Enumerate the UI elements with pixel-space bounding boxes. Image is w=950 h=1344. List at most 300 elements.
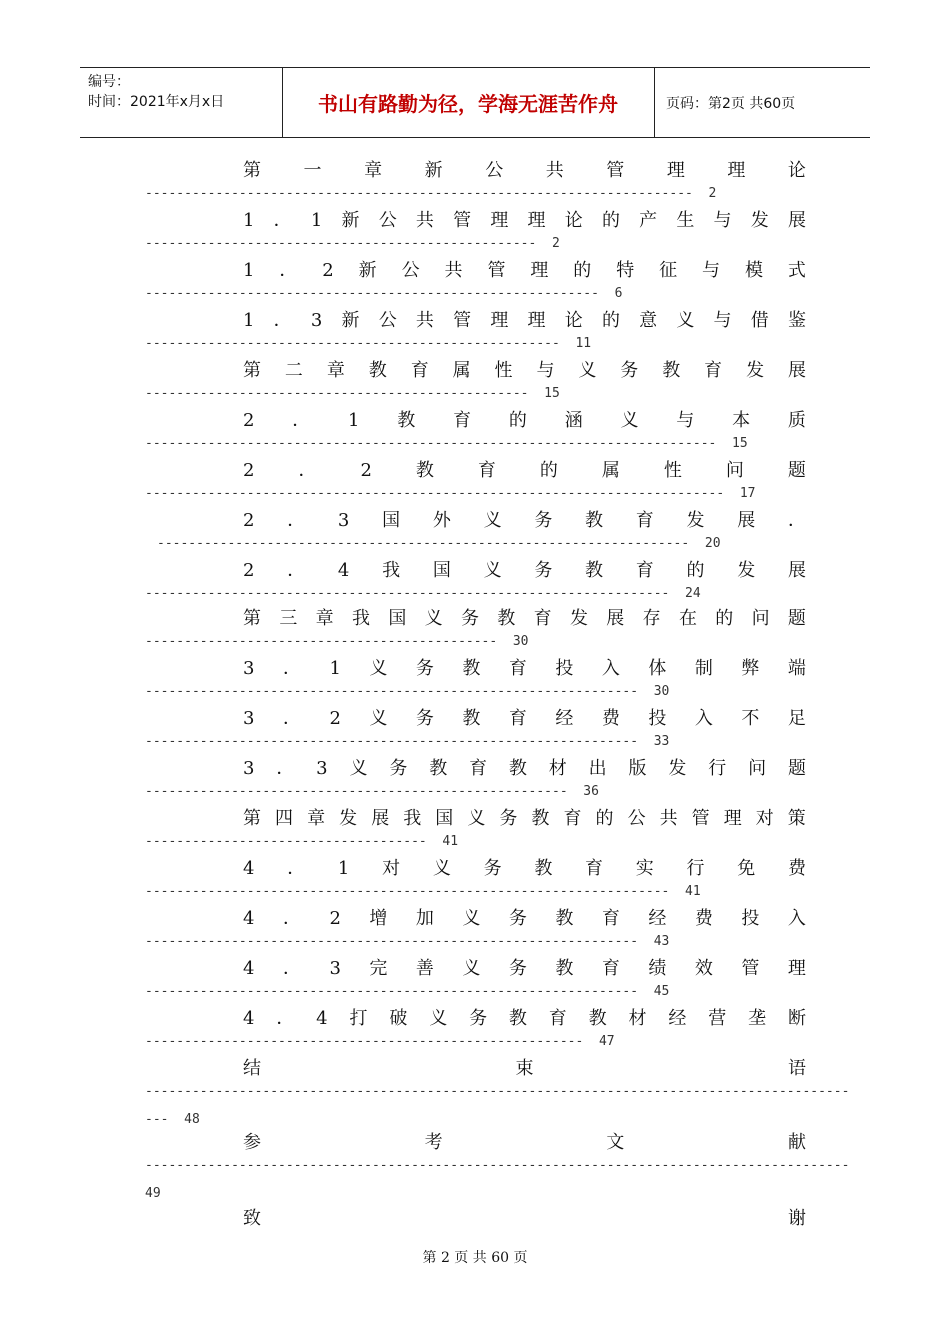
toc-entry-title [243, 359, 806, 383]
toc-char: 务 [415, 708, 434, 729]
toc-char: 3 [310, 310, 323, 331]
toc-char: 入 [787, 908, 806, 929]
toc-char: 展 [371, 808, 390, 829]
toc-char: 我 [382, 560, 401, 581]
toc-char: 一 [303, 160, 322, 181]
toc-entry-title [243, 707, 806, 731]
toc-char: 公 [485, 160, 504, 181]
toc-entry-title [243, 657, 806, 681]
toc-char: 4 [243, 1008, 255, 1029]
toc-char: 垄 [748, 1008, 767, 1029]
toc-char: 务 [534, 510, 553, 531]
toc-char: 义 [620, 410, 639, 431]
toc-char: 共 [415, 210, 434, 231]
toc-char: 展 [606, 608, 625, 629]
toc-char: 的 [595, 808, 614, 829]
toc-char: 理 [490, 210, 509, 231]
toc-char: 育 [508, 658, 527, 679]
toc-char: 第 [243, 608, 261, 629]
toc-char: 第 [243, 360, 261, 381]
toc-char: 管 [741, 958, 760, 979]
toc-char: 策 [787, 808, 806, 829]
toc-entry-title [243, 559, 806, 583]
toc-char: 教 [588, 1008, 607, 1029]
toc-char: 义 [462, 958, 481, 979]
toc-page-number: --- 48 [145, 1112, 200, 1127]
toc-char: 与 [536, 360, 555, 381]
toc-char: 理 [727, 160, 746, 181]
toc-char: 经 [668, 1008, 687, 1029]
toc-char: ． [282, 658, 301, 679]
toc-char: 投 [555, 658, 574, 679]
toc-char: 与 [713, 310, 732, 331]
toc-char: 打 [349, 1008, 368, 1029]
toc-char: 参 [243, 1132, 261, 1153]
toc-char: 实 [635, 858, 654, 879]
toc-entry-title [243, 807, 806, 831]
toc-char: 2 [360, 460, 372, 481]
toc-char: 管 [453, 310, 472, 331]
toc-char: 1 [310, 210, 323, 231]
toc-char: ． [282, 908, 301, 929]
toc-char: 4 [243, 858, 255, 879]
toc-char: 2 [329, 708, 341, 729]
toc-char: 教 [497, 608, 516, 629]
toc-char: 不 [741, 708, 760, 729]
toc-entry-title [243, 1131, 806, 1155]
toc-entry-title [243, 509, 806, 533]
toc-char: ． [292, 410, 311, 431]
toc-char: ． [282, 708, 301, 729]
toc-char: 入 [694, 708, 713, 729]
toc-char: 论 [564, 210, 583, 231]
toc-char: 国 [382, 510, 401, 531]
toc-char: 1 [348, 410, 360, 431]
toc-char: 意 [639, 310, 658, 331]
toc-char: 展 [787, 560, 806, 581]
toc-char: 特 [616, 260, 635, 281]
toc-entry-title [243, 209, 806, 233]
toc-char: 章 [364, 160, 383, 181]
toc-char: 性 [663, 460, 682, 481]
toc-char: 理 [490, 310, 509, 331]
toc-char: 教 [429, 758, 448, 779]
toc-char: 论 [564, 310, 583, 331]
toc-char: 2 [243, 560, 255, 581]
toc-char: 四 [275, 808, 294, 829]
toc-char: 1 [329, 658, 341, 679]
toc-entry-title [243, 1057, 806, 1081]
toc-char: 问 [748, 758, 767, 779]
toc-char: 属 [601, 460, 620, 481]
toc-char: 借 [750, 310, 769, 331]
toc-char: 1 [243, 210, 255, 231]
toc-char: 2 [243, 510, 255, 531]
toc-char: 公 [627, 808, 646, 829]
toc-char: 的 [573, 260, 592, 281]
toc-char: 题 [787, 608, 806, 629]
toc-char: 务 [469, 1008, 488, 1029]
toc-char: 的 [686, 560, 705, 581]
toc-char: 出 [588, 758, 607, 779]
toc-char: 2 [243, 460, 255, 481]
toc-char: 务 [415, 658, 434, 679]
toc-char: 弊 [741, 658, 760, 679]
toc-char: 与 [702, 260, 721, 281]
toc-char: 义 [429, 1008, 448, 1029]
toc-char: 论 [787, 160, 806, 181]
toc-char: 展 [787, 360, 806, 381]
toc-entry-title [243, 857, 806, 881]
toc-leader: ----------------------------------------------------- 11 [145, 336, 592, 351]
toc-char: 对 [382, 858, 401, 879]
toc-entry-title [243, 1007, 806, 1031]
toc-leader: -------------------------------------------------- 2 [145, 236, 560, 251]
toc-char: 发 [339, 808, 358, 829]
toc-char: 共 [545, 160, 564, 181]
toc-char: 教 [462, 658, 481, 679]
toc-char: 务 [499, 808, 518, 829]
toc-char: 发 [686, 510, 705, 531]
toc-char: 育 [601, 958, 620, 979]
toc-char: 共 [659, 808, 678, 829]
toc-char: 免 [737, 858, 756, 879]
toc-char: 管 [453, 210, 472, 231]
toc-char: 2 [322, 260, 334, 281]
toc-leader: ------------------------------------------------------------------------- 15 [145, 436, 748, 451]
toc-char: 材 [628, 1008, 647, 1029]
toc-char: 入 [601, 658, 620, 679]
toc-char: 教 [508, 1008, 527, 1029]
toc-char: 绩 [648, 958, 667, 979]
toc-char: 义 [369, 708, 388, 729]
toc-char: 国 [435, 808, 454, 829]
toc-leader: ---------------------------------------------------------- 6 [145, 286, 623, 301]
toc-char: 题 [787, 758, 806, 779]
toc-char: 教 [662, 360, 681, 381]
toc-char: ． [282, 958, 301, 979]
toc-char: 教 [555, 958, 574, 979]
toc-char: 经 [648, 908, 667, 929]
toc-char: 第 [243, 808, 261, 829]
toc-char: 的 [508, 410, 527, 431]
toc-char: 义 [424, 608, 443, 629]
toc-page-number: 49 [145, 1186, 161, 1201]
toc-entry-title [243, 259, 806, 283]
toc-char: 务 [508, 908, 527, 929]
toc-leader: --------------------------------------------------------------- 33 [145, 734, 670, 749]
toc-char: 发 [750, 210, 769, 231]
toc-char: 发 [569, 608, 588, 629]
toc-char: 材 [548, 758, 567, 779]
toc-leader: ---------------------------------------------------------------------- 2 [145, 186, 717, 201]
toc-char: 善 [415, 958, 434, 979]
toc-char: 义 [676, 310, 695, 331]
toc-char: 三 [279, 608, 298, 629]
toc-char: 公 [401, 260, 420, 281]
toc-char: 费 [601, 708, 620, 729]
toc-char: 问 [751, 608, 770, 629]
toc-char: 义 [462, 908, 481, 929]
toc-char: 育 [563, 808, 582, 829]
toc-char: 公 [378, 310, 397, 331]
toc-char: 义 [483, 510, 502, 531]
toc-char: 管 [691, 808, 710, 829]
toc-char: 费 [787, 858, 806, 879]
toc-char: 4 [243, 908, 255, 929]
toc-leader: -------------------------------------------------------------------- 20 [157, 536, 721, 551]
toc-char: 致 [243, 1208, 261, 1229]
toc-char: 的 [601, 210, 620, 231]
toc-char: 文 [606, 1132, 625, 1153]
toc-char: 语 [788, 1058, 806, 1079]
toc-char: 涵 [564, 410, 583, 431]
toc-char: ． [298, 460, 317, 481]
toc-char: 在 [678, 608, 697, 629]
toc-char: 育 [469, 758, 488, 779]
toc-char: 外 [432, 510, 451, 531]
toc-leader: ------------------------------------------------------------------- 41 [145, 884, 701, 899]
toc-char: 理 [666, 160, 685, 181]
toc-char: 务 [460, 608, 479, 629]
page-footer: 第 2 页 共 60 页 [422, 1250, 528, 1266]
toc-char: 理 [527, 310, 546, 331]
toc-char: 育 [601, 908, 620, 929]
toc-char: 对 [755, 808, 774, 829]
toc-char: 育 [585, 858, 604, 879]
toc-char: 育 [548, 1008, 567, 1029]
toc-entry-title [243, 409, 806, 433]
toc-char: 4 [337, 560, 350, 581]
toc-char: 与 [676, 410, 695, 431]
toc-char: 教 [368, 360, 387, 381]
toc-char: 二 [284, 360, 303, 381]
toc-char: 我 [351, 608, 370, 629]
toc-char: 3 [243, 658, 255, 679]
toc-char: 与 [713, 210, 732, 231]
toc-char: 版 [628, 758, 647, 779]
toc-entry-title [243, 459, 806, 483]
toc-char: 投 [741, 908, 760, 929]
toc-char: 题 [787, 460, 806, 481]
toc-char: 公 [378, 210, 397, 231]
toc-entry-title [243, 957, 806, 981]
toc-char: ． [287, 858, 306, 879]
header-page-info: 页码：第2页 共60页 [666, 95, 796, 112]
toc-char: 的 [601, 310, 620, 331]
toc-char: 教 [585, 510, 604, 531]
toc-char: 营 [708, 1008, 727, 1029]
toc-char: 4 [243, 958, 255, 979]
toc-char: 理 [527, 210, 546, 231]
toc-leader: -------------------------------------------------------- 47 [145, 1034, 615, 1049]
toc-char: 教 [397, 410, 416, 431]
toc-char: 教 [462, 708, 481, 729]
toc-char: 完 [369, 958, 388, 979]
toc-char: 教 [555, 908, 574, 929]
toc-char: 产 [639, 210, 658, 231]
toc-char: 式 [787, 260, 806, 281]
toc-char: 本 [732, 410, 751, 431]
toc-char: 教 [531, 808, 550, 829]
toc-char: 献 [787, 1132, 806, 1153]
toc-entry-title [243, 607, 806, 631]
toc-char: 1 [243, 260, 255, 281]
toc-char: ． [276, 758, 295, 779]
toc-entry-title [243, 907, 806, 931]
toc-char: 费 [694, 908, 713, 929]
toc-char: 章 [326, 360, 345, 381]
toc-char: 育 [635, 510, 654, 531]
toc-char: 国 [432, 560, 451, 581]
toc-char: 务 [620, 360, 639, 381]
toc-char: 发 [668, 758, 687, 779]
toc-leader: ------------------------------------------------------------------- 24 [145, 586, 701, 601]
toc-char: 章 [307, 808, 326, 829]
toc-char: 管 [487, 260, 506, 281]
toc-leader: --------------------------------------------------------------- 45 [145, 984, 670, 999]
toc-char: 4 [316, 1008, 328, 1029]
toc-char: 义 [369, 658, 388, 679]
toc-entry-title [243, 309, 806, 333]
toc-char: 教 [415, 460, 434, 481]
toc-char: 破 [389, 1008, 408, 1029]
toc-char: 教 [585, 560, 604, 581]
toc-char: 义 [467, 808, 486, 829]
toc-char: 展 [737, 510, 756, 531]
toc-char: 3 [337, 510, 350, 531]
toc-char: 3 [329, 958, 341, 979]
toc-char: 1 [243, 310, 255, 331]
toc-leader: ------------------------------------ 41 [145, 834, 459, 849]
toc-leader: --------------------------------------------- 30 [145, 634, 529, 649]
toc-entry-title [243, 757, 806, 781]
toc-char: 考 [424, 1132, 443, 1153]
toc-char: 行 [708, 758, 727, 779]
toc-char: 投 [648, 708, 667, 729]
toc-char: 育 [704, 360, 723, 381]
toc-entry-title [243, 159, 806, 183]
toc-char: 务 [534, 560, 553, 581]
toc-char: 质 [787, 410, 806, 431]
toc-char: 行 [686, 858, 705, 879]
toc-char: 育 [508, 708, 527, 729]
toc-char: 务 [508, 958, 527, 979]
toc-char: 理 [787, 958, 806, 979]
toc-char: 务 [389, 758, 408, 779]
toc-char: 发 [746, 360, 765, 381]
toc-char: 体 [648, 658, 667, 679]
toc-char: 存 [642, 608, 661, 629]
toc-char: 义 [578, 360, 597, 381]
toc-char: 鉴 [787, 310, 806, 331]
toc-char: 新 [341, 210, 360, 231]
toc-leader: ------------------------------------------------------ 36 [145, 784, 599, 799]
toc-leader: --------------------------------------------------------------- 30 [145, 684, 670, 699]
toc-char: 3 [243, 708, 255, 729]
toc-char: 共 [415, 310, 434, 331]
toc-char: ． [273, 310, 292, 331]
toc-char: 效 [694, 958, 713, 979]
toc-char: 育 [410, 360, 429, 381]
toc-leader: -------------------------------------------------------------------------- 17 [145, 486, 756, 501]
toc-char: 3 [243, 758, 255, 779]
toc-char: 2 [243, 410, 255, 431]
toc-char: 育 [453, 410, 472, 431]
toc-char: 的 [539, 460, 558, 481]
toc-char: 3 [316, 758, 328, 779]
toc-char: ． [287, 560, 306, 581]
toc-char: 务 [483, 858, 502, 879]
toc-char: 义 [432, 858, 451, 879]
toc-char: 管 [606, 160, 625, 181]
toc-leader: ------------------------------------------------------------------------------------------ [145, 1158, 850, 1173]
toc-char: 性 [494, 360, 513, 381]
toc-char: 国 [388, 608, 407, 629]
toc-char: 育 [635, 560, 654, 581]
toc-char: 生 [676, 210, 695, 231]
toc-char: 第 [243, 160, 261, 181]
toc-char: 征 [659, 260, 678, 281]
header-motto: 书山有路勤为径，学海无涯苦作舟 [318, 92, 618, 116]
toc-char: 模 [744, 260, 763, 281]
toc-leader: --------------------------------------------------------------- 43 [145, 934, 670, 949]
toc-char: ． [273, 210, 292, 231]
toc-char: 育 [477, 460, 496, 481]
toc-char: 教 [508, 758, 527, 779]
toc-char: 新 [424, 160, 443, 181]
toc-char: ． [276, 1008, 295, 1029]
toc-char: 共 [444, 260, 463, 281]
toc-entry-title [243, 1207, 806, 1231]
toc-char: ． [787, 510, 806, 531]
toc-char: 发 [737, 560, 756, 581]
toc-char: 的 [715, 608, 734, 629]
code-label: 编号： [88, 74, 130, 90]
toc-char: 结 [243, 1058, 261, 1079]
toc-char: 新 [358, 260, 377, 281]
toc-char: 理 [723, 808, 742, 829]
toc-char: 属 [452, 360, 471, 381]
toc-char: 理 [530, 260, 549, 281]
toc-char: 义 [483, 560, 502, 581]
toc-char: 增 [369, 908, 388, 929]
toc-char: 问 [725, 460, 744, 481]
toc-char: 展 [787, 210, 806, 231]
toc-char: 加 [415, 908, 434, 929]
toc-char: 断 [787, 1008, 806, 1029]
toc-char: 新 [341, 310, 360, 331]
toc-char: 端 [787, 658, 806, 679]
toc-char: 足 [787, 708, 806, 729]
toc-char: 谢 [788, 1208, 806, 1229]
toc-char: 教 [534, 858, 553, 879]
toc-char: 义 [349, 758, 368, 779]
toc-char: 章 [315, 608, 334, 629]
toc-char: 1 [337, 858, 350, 879]
toc-char: ． [279, 260, 298, 281]
toc-char: ． [287, 510, 306, 531]
toc-leader: ------------------------------------------------------------------------------------------ [145, 1084, 850, 1099]
date-label: 时间：2021年x月x日 [88, 94, 225, 110]
toc-char: 经 [555, 708, 574, 729]
toc-leader: ------------------------------------------------- 15 [145, 386, 560, 401]
toc-char: 2 [329, 908, 341, 929]
toc-char: 制 [694, 658, 713, 679]
toc-char: 育 [533, 608, 552, 629]
toc-char: 束 [515, 1058, 534, 1079]
toc-char: 我 [403, 808, 422, 829]
